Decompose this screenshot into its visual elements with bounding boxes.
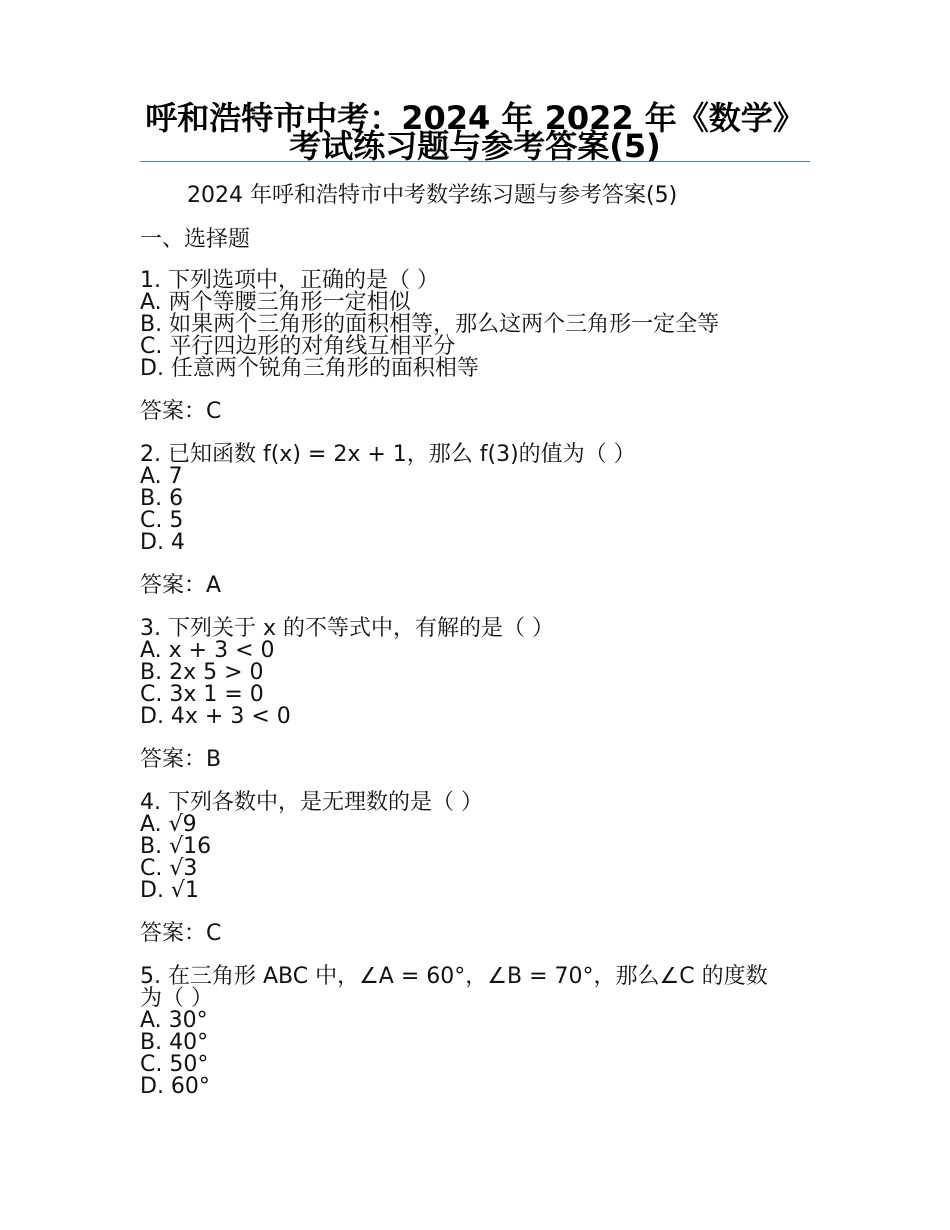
question-4-option-c: C. √3 bbox=[140, 856, 198, 881]
question-5-option-a: A. 30° bbox=[140, 1008, 208, 1033]
question-4-answer: 答案：C bbox=[140, 921, 222, 946]
question-2-option-c: C. 5 bbox=[140, 508, 184, 533]
question-2-option-d: D. 4 bbox=[140, 530, 185, 555]
question-3-text: 3. 下列关于 x 的不等式中，有解的是（ ） bbox=[140, 616, 554, 641]
question-3-option-c: C. 3x 1 = 0 bbox=[140, 682, 264, 707]
question-1-option-c: C. 平行四边形的对角线互相平分 bbox=[140, 334, 456, 359]
question-3-option-d: D. 4x + 3 < 0 bbox=[140, 704, 291, 729]
question-5-option-b: B. 40° bbox=[140, 1030, 209, 1055]
question-2-option-a: A. 7 bbox=[140, 464, 183, 489]
question-1-option-b: B. 如果两个三角形的面积相等，那么这两个三角形一定全等 bbox=[140, 312, 720, 337]
question-4-option-b: B. √16 bbox=[140, 834, 212, 859]
question-1-option-a: A. 两个等腰三角形一定相似 bbox=[140, 290, 411, 315]
question-4-option-a: A. √9 bbox=[140, 812, 197, 837]
question-5-option-c: C. 50° bbox=[140, 1052, 209, 1077]
document-title: 呼和浩特市中考：2024 年 2022 年《数学》考试练习题与参考答案(5) bbox=[145, 99, 805, 165]
question-1-option-d: D. 任意两个锐角三角形的面积相等 bbox=[140, 356, 479, 381]
question-3-option-b: B. 2x 5 > 0 bbox=[140, 660, 264, 685]
question-2-answer: 答案：A bbox=[140, 573, 222, 598]
question-1-answer: 答案：C bbox=[140, 399, 222, 424]
question-1-text: 1. 下列选项中，正确的是（ ） bbox=[140, 268, 439, 293]
question-4-text: 4. 下列各数中，是无理数的是（ ） bbox=[140, 790, 483, 815]
question-5-option-d: D. 60° bbox=[140, 1074, 210, 1099]
document-subtitle: 2024 年呼和浩特市中考数学练习题与参考答案(5) bbox=[187, 183, 678, 208]
question-4-option-d: D. √1 bbox=[140, 878, 199, 903]
question-5-text-line-1: 5. 在三角形 ABC 中，∠A = 60°，∠B = 70°，那么∠C 的度数 bbox=[140, 964, 768, 989]
title-underline bbox=[140, 161, 810, 162]
question-2-text: 2. 已知函数 f(x) = 2x + 1，那么 f(3)的值为（ ） bbox=[140, 442, 636, 467]
question-3-option-a: A. x + 3 < 0 bbox=[140, 638, 275, 663]
section-heading: 一、选择题 bbox=[140, 227, 251, 252]
question-2-option-b: B. 6 bbox=[140, 486, 184, 511]
question-3-answer: 答案：B bbox=[140, 747, 222, 772]
question-5-text-line-2: 为（ ） bbox=[140, 986, 213, 1011]
